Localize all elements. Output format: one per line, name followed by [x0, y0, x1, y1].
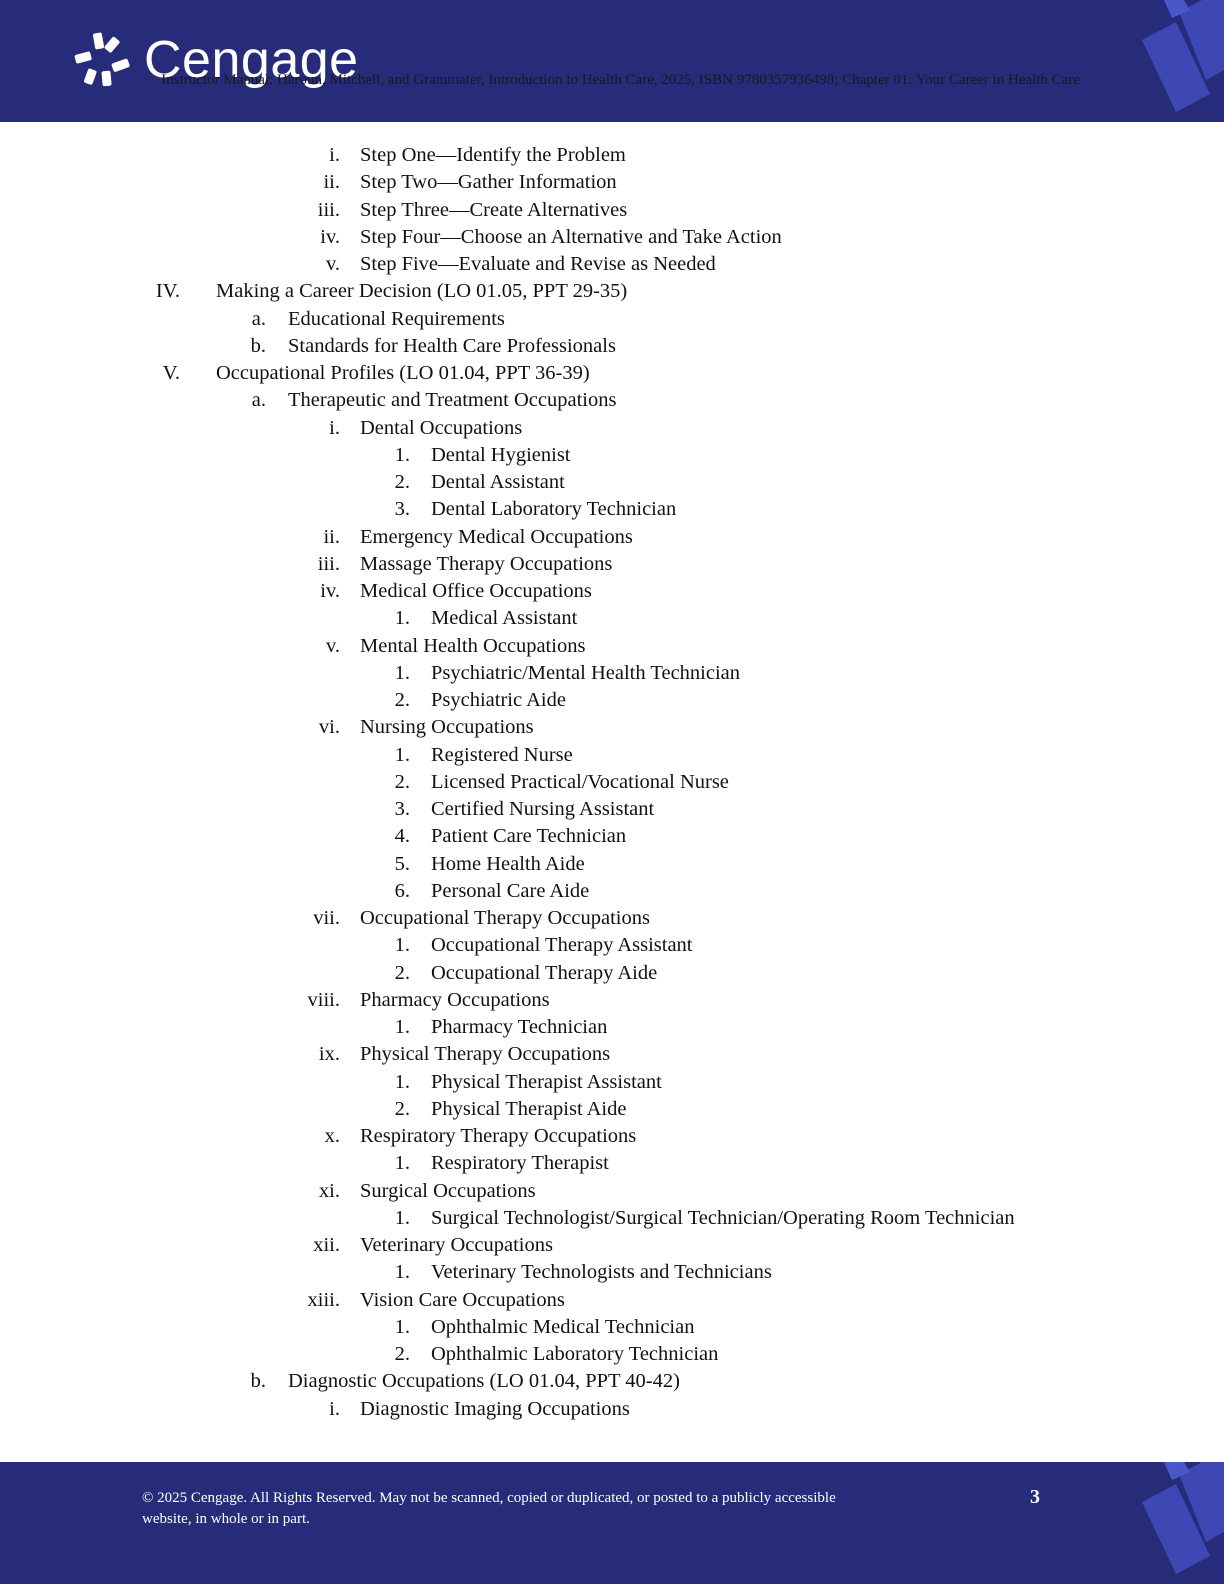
outline-item: [0, 1014, 1224, 1041]
outline-marker: ii.: [323, 171, 340, 194]
outline-marker: 4.: [394, 825, 410, 848]
outline-marker: 2.: [394, 770, 410, 793]
outline-text: Mental Health Occupations: [360, 634, 586, 657]
outline-marker: 2.: [394, 1097, 410, 1120]
outline-text: Dental Laboratory Technician: [431, 498, 677, 521]
outline-text: Occupational Therapy Occupations: [360, 907, 650, 929]
outline-marker: 1.: [394, 1070, 410, 1093]
outline-marker: iv.: [320, 225, 340, 248]
outline-text: Step Five—Evaluate and Revise as Needed: [360, 253, 716, 275]
outline-item: [0, 278, 1224, 305]
outline-marker: 1.: [394, 1152, 410, 1175]
outline-text: Ophthalmic Laboratory Technician: [431, 1343, 719, 1365]
outline-marker: vi.: [318, 716, 340, 739]
outline-marker: xi.: [318, 1179, 340, 1202]
outline-text: Standards for Health Care Professionals: [288, 334, 616, 357]
outline-marker: 1.: [394, 934, 410, 957]
outline-marker: 5.: [394, 852, 410, 875]
outline-marker: viii.: [307, 988, 340, 1011]
outline-text: Pharmacy Occupations: [360, 988, 550, 1011]
outline-text: Occupational Therapy Aide: [431, 961, 658, 984]
outline-item: [0, 469, 1224, 496]
outline-text: Massage Therapy Occupations: [360, 552, 613, 575]
outline-item: [0, 796, 1224, 823]
outline-text: Physical Therapist Assistant: [431, 1070, 662, 1093]
outline-marker: IV.: [155, 280, 180, 303]
outline-item: [0, 660, 1224, 687]
outline-item: [0, 878, 1224, 905]
outline-marker: 2.: [394, 1343, 410, 1365]
outline-item: [0, 496, 1224, 523]
outline-item: [0, 442, 1224, 469]
outline-marker: 1.: [394, 1206, 410, 1229]
outline-item: [0, 1096, 1224, 1123]
outline-text: Psychiatric/Mental Health Technician: [431, 661, 741, 684]
outline-marker: iii.: [317, 198, 340, 221]
outline-marker: i.: [329, 144, 340, 166]
outline-item: [0, 633, 1224, 660]
outline-item: [0, 306, 1224, 333]
logo-text: Cengage: [144, 31, 359, 89]
page-number: 3: [1030, 1486, 1040, 1508]
outline-item: [0, 687, 1224, 714]
outline-text: Step Three—Create Alternatives: [360, 198, 628, 221]
outline-marker: 1.: [394, 607, 410, 630]
outline-marker: a.: [251, 307, 266, 330]
outline-marker: 3.: [394, 498, 410, 521]
outline-item: [0, 578, 1224, 605]
outline-text: Educational Requirements: [288, 307, 505, 330]
outline-item: [0, 1123, 1224, 1150]
outline-item: [0, 769, 1224, 796]
outline-item: [0, 1232, 1224, 1259]
outline-item: [0, 551, 1224, 578]
outline-marker: x.: [324, 1125, 340, 1147]
outline-marker: xii.: [313, 1234, 340, 1256]
outline-item: [0, 251, 1224, 278]
outline-marker: 1.: [394, 1261, 410, 1284]
outline-text: Medical Office Occupations: [360, 580, 592, 602]
outline-text: Pharmacy Technician: [431, 1016, 608, 1038]
outline-text: Step One—Identify the Problem: [360, 144, 626, 166]
outline-text: Patient Care Technician: [431, 825, 627, 848]
outline-text: Surgical Occupations: [360, 1179, 536, 1202]
outline-text: Making a Career Decision (LO 01.05, PPT 29-35): [216, 280, 628, 303]
outline-text: Emergency Medical Occupations: [360, 525, 633, 548]
outline-item: [0, 1341, 1224, 1368]
outline-text: Dental Assistant: [431, 471, 565, 493]
outline-marker: 1.: [394, 743, 410, 766]
page-footer: [0, 1462, 1224, 1584]
outline-text: Physical Therapy Occupations: [360, 1043, 611, 1066]
outline-item: [0, 851, 1224, 878]
outline-marker: 1.: [394, 1315, 410, 1338]
outline-marker: i.: [329, 416, 340, 439]
outline-item: [0, 1396, 1224, 1423]
outline-marker: ix.: [318, 1043, 340, 1066]
outline-text: Step Two—Gather Information: [360, 171, 617, 194]
outline-text: Physical Therapist Aide: [431, 1097, 627, 1120]
outline-item: [0, 1041, 1224, 1068]
outline-text: Respiratory Therapy Occupations: [360, 1125, 637, 1147]
outline-marker: iii.: [317, 552, 340, 575]
outline-text: Veterinary Occupations: [360, 1234, 553, 1256]
course-outline: [0, 142, 1224, 1423]
outline-item: [0, 987, 1224, 1014]
outline-text: Medical Assistant: [431, 607, 578, 630]
outline-text: Diagnostic Imaging Occupations: [360, 1397, 630, 1420]
outline-text: Diagnostic Occupations (LO 01.04, PPT 40-42): [288, 1370, 680, 1393]
outline-marker: 1.: [394, 661, 410, 684]
outline-marker: xiii.: [307, 1288, 340, 1311]
outline-text: Occupational Therapy Assistant: [431, 934, 693, 957]
outline-item: [0, 142, 1224, 169]
outline-item: [0, 1314, 1224, 1341]
outline-marker: 2.: [394, 689, 410, 711]
outline-text: Dental Occupations: [360, 416, 523, 439]
outline-item: [0, 605, 1224, 632]
page-header: [0, 0, 1224, 122]
outline-text: Veterinary Technologists and Technicians: [431, 1261, 772, 1284]
outline-marker: v.: [325, 634, 340, 657]
outline-text: Ophthalmic Medical Technician: [431, 1315, 695, 1338]
outline-item: [0, 1368, 1224, 1395]
outline-marker: ii.: [323, 525, 340, 548]
outline-item: [0, 960, 1224, 987]
copyright-notice: © 2025 Cengage. All Rights Reserved. May not be scanned, copied or duplicated, or posted to a publicly accessible website, in whole or in part.: [142, 1490, 836, 1527]
outline-marker: vii.: [313, 907, 340, 929]
outline-marker: V.: [162, 362, 180, 384]
outline-text: Surgical Technologist/Surgical Technician/Operating Room Technician: [431, 1206, 1015, 1229]
outline-marker: 1.: [394, 1016, 410, 1038]
outline-item: [0, 1287, 1224, 1314]
outline-text: Personal Care Aide: [431, 879, 590, 902]
outline-item: [0, 415, 1224, 442]
outline-marker: 3.: [394, 798, 410, 820]
outline-text: Registered Nurse: [431, 743, 573, 766]
outline-text: Respiratory Therapist: [431, 1152, 609, 1175]
outline-item: [0, 905, 1224, 932]
outline-item: [0, 823, 1224, 850]
outline-marker: b.: [250, 1370, 266, 1393]
outline-item: [0, 714, 1224, 741]
outline-marker: i.: [329, 1397, 340, 1420]
outline-text: Dental Hygienist: [431, 443, 571, 466]
corner-decoration-icon: [1124, 0, 1224, 122]
outline-item: [0, 387, 1224, 414]
outline-marker: b.: [250, 334, 266, 357]
outline-item: [0, 742, 1224, 769]
corner-decoration-icon: [1124, 1462, 1224, 1584]
outline-item: [0, 169, 1224, 196]
outline-text: Occupational Profiles (LO 01.04, PPT 36-39): [216, 362, 590, 384]
outline-marker: iv.: [320, 580, 340, 602]
cengage-logo-icon: [72, 31, 134, 89]
outline-marker: 2.: [394, 471, 410, 493]
outline-marker: 2.: [394, 961, 410, 984]
outline-marker: a.: [251, 389, 266, 412]
outline-marker: 6.: [394, 879, 410, 902]
outline-text: Therapeutic and Treatment Occupations: [288, 389, 617, 412]
outline-item: [0, 1069, 1224, 1096]
outline-marker: v.: [325, 253, 340, 275]
outline-text: Home Health Aide: [431, 852, 585, 875]
outline-item: [0, 1205, 1224, 1232]
outline-marker: 1.: [394, 443, 410, 466]
outline-item: [0, 224, 1224, 251]
outline-item: [0, 932, 1224, 959]
outline-text: Vision Care Occupations: [360, 1288, 565, 1311]
outline-text: Licensed Practical/Vocational Nurse: [431, 770, 729, 793]
outline-item: [0, 524, 1224, 551]
outline-item: [0, 360, 1224, 387]
outline-item: [0, 1259, 1224, 1286]
outline-text: Psychiatric Aide: [431, 689, 566, 711]
outline-item: [0, 197, 1224, 224]
outline-item: [0, 1150, 1224, 1177]
outline-text: Step Four—Choose an Alternative and Take Action: [360, 225, 782, 248]
outline-text: Certified Nursing Assistant: [431, 798, 655, 820]
outline-text: Nursing Occupations: [360, 716, 534, 739]
running-head: Instructor Manual: Haroun, Mitchell, and Grammater, Introduction to Health Care, 2025, ISBN 9780357936498; Chapter 01: Your Career in Health Care: [161, 72, 1080, 88]
outline-item: [0, 333, 1224, 360]
outline-item: [0, 1178, 1224, 1205]
